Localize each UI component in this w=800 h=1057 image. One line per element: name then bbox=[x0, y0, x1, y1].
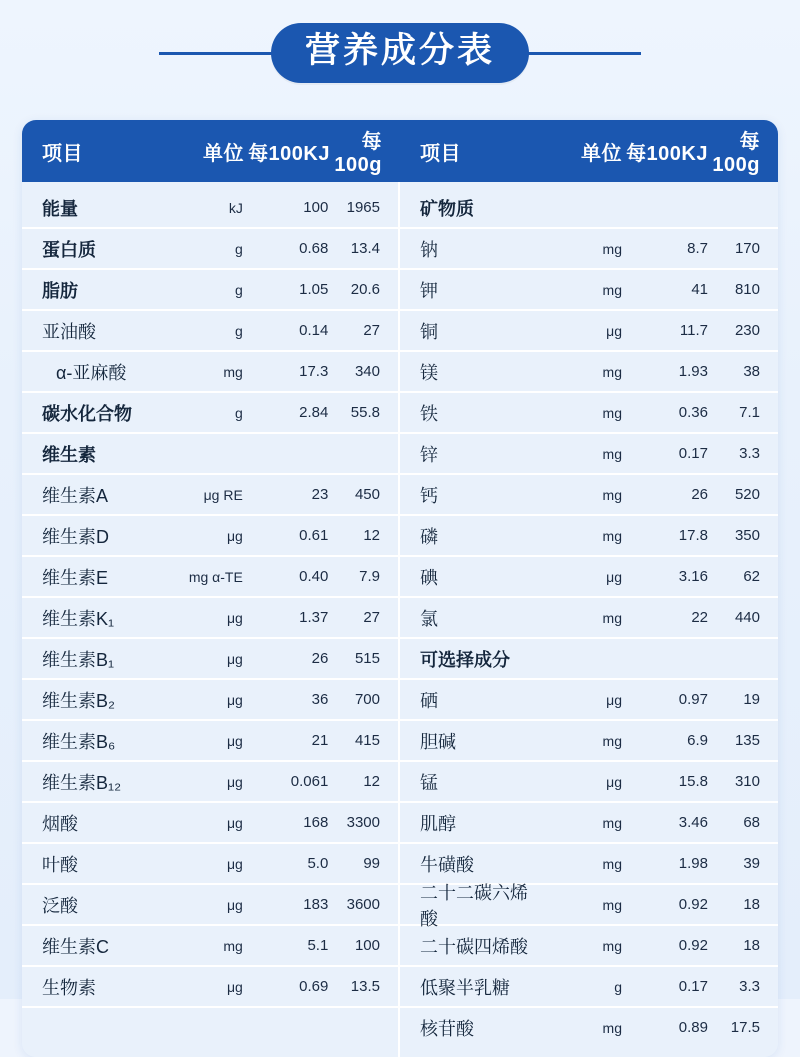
cell-g: 3600 bbox=[346, 896, 380, 913]
cell-unit: g bbox=[235, 404, 243, 421]
table-header-row bbox=[22, 120, 778, 182]
table-header-group-left bbox=[22, 120, 400, 182]
cell-unit: μg bbox=[226, 896, 243, 913]
cell-unit: μg bbox=[226, 732, 243, 749]
table-row bbox=[22, 311, 398, 352]
cell-item: 维生素K₁ bbox=[42, 608, 115, 629]
cell-g: 13.5 bbox=[350, 978, 380, 995]
header-per100g-left: 每100g bbox=[334, 131, 382, 176]
cell-g: 19 bbox=[743, 691, 760, 708]
table-row bbox=[400, 434, 778, 475]
cell-kj: 0.68 bbox=[299, 240, 329, 257]
cell-g: 38 bbox=[743, 363, 760, 380]
table-row bbox=[22, 516, 398, 557]
cell-item: 烟酸 bbox=[42, 813, 78, 834]
cell-item: 核苷酸 bbox=[420, 1018, 474, 1039]
table-row bbox=[400, 393, 778, 434]
cell-kj: 1.37 bbox=[299, 609, 329, 626]
table-row bbox=[22, 762, 398, 803]
table-row bbox=[22, 270, 398, 311]
cell-unit: mg bbox=[602, 814, 622, 831]
table-row bbox=[22, 803, 398, 844]
cell-unit: mg bbox=[602, 404, 622, 421]
cell-item: 泛酸 bbox=[42, 895, 78, 916]
table-row bbox=[400, 680, 778, 721]
cell-kj: 17.3 bbox=[299, 363, 329, 380]
cell-g: 450 bbox=[354, 486, 380, 503]
cell-kj: 0.97 bbox=[678, 691, 708, 708]
cell-g: 12 bbox=[363, 773, 380, 790]
cell-unit: μg bbox=[226, 773, 243, 790]
table-row bbox=[22, 721, 398, 762]
cell-kj: 15.8 bbox=[678, 773, 708, 790]
cell-g: 350 bbox=[734, 527, 760, 544]
cell-g: 520 bbox=[734, 486, 760, 503]
cell-item: 铁 bbox=[420, 403, 438, 424]
cell-unit: mg bbox=[602, 240, 622, 257]
cell-kj: 0.061 bbox=[290, 773, 329, 790]
cell-item: 肌醇 bbox=[420, 813, 456, 834]
cell-g: 7.9 bbox=[359, 568, 380, 585]
table-header-group-right bbox=[400, 120, 778, 182]
cell-g: 62 bbox=[743, 568, 760, 585]
header-item-right: 项目 bbox=[420, 142, 461, 165]
cell-kj: 0.69 bbox=[299, 978, 329, 995]
cell-g: 100 bbox=[354, 937, 380, 954]
table-row bbox=[400, 967, 778, 1008]
cell-item: 生物素 bbox=[42, 977, 96, 998]
cell-item: 维生素C bbox=[42, 936, 109, 957]
cell-g: 135 bbox=[734, 732, 760, 749]
table-column-right bbox=[400, 182, 778, 1057]
cell-item: 能量 bbox=[42, 198, 78, 219]
cell-unit: μg bbox=[226, 609, 243, 626]
cell-g: 13.4 bbox=[350, 240, 380, 257]
table-row bbox=[22, 639, 398, 680]
table-row bbox=[400, 639, 778, 680]
table-row bbox=[400, 229, 778, 270]
cell-g: 340 bbox=[354, 363, 380, 380]
table-row bbox=[22, 352, 398, 393]
table-row bbox=[22, 229, 398, 270]
cell-unit: μg RE bbox=[203, 486, 243, 503]
cell-kj: 22 bbox=[691, 609, 708, 626]
cell-unit: μg bbox=[606, 568, 622, 585]
cell-unit: mg bbox=[602, 609, 622, 626]
cell-unit: μg bbox=[226, 691, 243, 708]
header-per100kj-left: 每100KJ bbox=[248, 142, 330, 165]
header-per100kj-right: 每100KJ bbox=[626, 142, 708, 165]
table-row bbox=[22, 188, 398, 229]
title-rule-left bbox=[159, 52, 279, 55]
cell-unit: mg bbox=[602, 445, 622, 462]
cell-kj: 3.16 bbox=[678, 568, 708, 585]
table-row bbox=[22, 680, 398, 721]
table-row bbox=[22, 967, 398, 1008]
cell-unit: μg bbox=[226, 527, 243, 544]
cell-g: 515 bbox=[354, 650, 380, 667]
table-row bbox=[22, 926, 398, 967]
cell-g: 39 bbox=[743, 855, 760, 872]
table-row bbox=[400, 557, 778, 598]
cell-g: 3.3 bbox=[739, 445, 760, 462]
cell-kj: 100 bbox=[303, 199, 329, 216]
cell-g: 27 bbox=[363, 609, 380, 626]
cell-unit: μg bbox=[606, 322, 622, 339]
table-row bbox=[22, 557, 398, 598]
cell-kj: 0.17 bbox=[678, 978, 708, 995]
cell-item: 钾 bbox=[420, 280, 438, 301]
cell-item: 锌 bbox=[420, 444, 438, 465]
cell-item: 磷 bbox=[420, 526, 438, 547]
cell-g: 170 bbox=[734, 240, 760, 257]
cell-g: 18 bbox=[743, 937, 760, 954]
cell-kj: 41 bbox=[691, 281, 708, 298]
cell-kj: 1.05 bbox=[299, 281, 329, 298]
cell-kj: 0.40 bbox=[299, 568, 329, 585]
cell-item: 亚油酸 bbox=[42, 321, 96, 342]
cell-g: 18 bbox=[743, 896, 760, 913]
page-title: 营养成分表 bbox=[271, 23, 529, 83]
cell-unit: mg bbox=[602, 363, 622, 380]
cell-kj: 36 bbox=[311, 691, 329, 708]
cell-kj: 168 bbox=[303, 814, 329, 831]
cell-kj: 0.61 bbox=[299, 527, 329, 544]
cell-item: 牛磺酸 bbox=[420, 854, 474, 875]
cell-g: 440 bbox=[734, 609, 760, 626]
table-body bbox=[22, 182, 778, 1057]
cell-kj: 0.89 bbox=[678, 1019, 708, 1036]
cell-unit: g bbox=[235, 281, 243, 298]
cell-kj: 183 bbox=[303, 896, 329, 913]
cell-kj: 5.1 bbox=[307, 937, 329, 954]
cell-item: 脂肪 bbox=[42, 280, 78, 301]
cell-unit: mg bbox=[602, 527, 622, 544]
cell-g: 7.1 bbox=[739, 404, 760, 421]
cell-item: 矿物质 bbox=[420, 198, 474, 219]
cell-item: 二十二碳六烯酸 bbox=[420, 882, 528, 929]
cell-g: 17.5 bbox=[730, 1019, 760, 1036]
cell-kj: 0.92 bbox=[678, 937, 708, 954]
cell-kj: 6.9 bbox=[687, 732, 708, 749]
cell-g: 230 bbox=[734, 322, 760, 339]
cell-unit: mg bbox=[602, 732, 622, 749]
cell-item: 维生素B₁₂ bbox=[42, 772, 122, 793]
header-per100g-right: 每100g bbox=[712, 131, 760, 176]
cell-kj: 17.8 bbox=[678, 527, 708, 544]
cell-item: 维生素A bbox=[42, 485, 109, 506]
cell-item: 可选择成分 bbox=[420, 649, 510, 670]
cell-unit: mg bbox=[602, 855, 622, 872]
cell-kj: 0.14 bbox=[299, 322, 329, 339]
cell-g: 12 bbox=[363, 527, 380, 544]
cell-item: 硒 bbox=[420, 690, 438, 711]
table-row-filler bbox=[22, 1008, 398, 1047]
cell-kj: 3.46 bbox=[678, 814, 708, 831]
table-row bbox=[400, 516, 778, 557]
table-row bbox=[400, 721, 778, 762]
cell-item: 维生素 bbox=[42, 444, 96, 465]
cell-kj: 8.7 bbox=[687, 240, 708, 257]
table-row bbox=[400, 598, 778, 639]
cell-g: 68 bbox=[743, 814, 760, 831]
cell-kj: 5.0 bbox=[307, 855, 329, 872]
nutrition-table bbox=[22, 120, 778, 1057]
cell-item: 镁 bbox=[420, 362, 438, 383]
cell-item: 锰 bbox=[420, 772, 438, 793]
cell-item: 低聚半乳糖 bbox=[420, 977, 510, 998]
title-rule-right bbox=[521, 52, 641, 55]
table-row bbox=[400, 1008, 778, 1047]
cell-kj: 0.36 bbox=[678, 404, 708, 421]
table-row bbox=[400, 475, 778, 516]
cell-unit: mg bbox=[602, 281, 622, 298]
cell-g: 20.6 bbox=[350, 281, 380, 298]
cell-unit: μg bbox=[226, 650, 243, 667]
table-row bbox=[400, 352, 778, 393]
table-row bbox=[400, 311, 778, 352]
cell-g: 310 bbox=[734, 773, 760, 790]
cell-item: 氯 bbox=[420, 608, 438, 629]
table-row bbox=[22, 475, 398, 516]
page-title-banner bbox=[0, 18, 800, 88]
cell-unit: μg bbox=[226, 978, 243, 995]
cell-item: 蛋白质 bbox=[42, 239, 96, 260]
cell-g: 1965 bbox=[346, 199, 380, 216]
cell-item: 维生素D bbox=[42, 526, 109, 547]
cell-item: 胆碱 bbox=[420, 731, 456, 752]
cell-g: 415 bbox=[354, 732, 380, 749]
cell-g: 700 bbox=[354, 691, 380, 708]
cell-kj: 0.92 bbox=[678, 896, 708, 913]
cell-kj: 1.98 bbox=[678, 855, 708, 872]
cell-unit: mg bbox=[602, 486, 622, 503]
table-row bbox=[400, 762, 778, 803]
cell-kj: 0.17 bbox=[678, 445, 708, 462]
cell-kj: 11.7 bbox=[679, 322, 708, 339]
header-unit-right: 单位 bbox=[581, 142, 622, 165]
cell-item: 二十碳四烯酸 bbox=[420, 936, 528, 957]
cell-item: 碘 bbox=[420, 567, 438, 588]
cell-unit: mg α-TE bbox=[188, 568, 243, 585]
table-row bbox=[22, 885, 398, 926]
cell-unit: mg bbox=[602, 1019, 622, 1036]
cell-g: 55.8 bbox=[350, 404, 380, 421]
cell-unit: mg bbox=[223, 937, 243, 954]
cell-unit: mg bbox=[602, 896, 622, 913]
cell-g: 3.3 bbox=[739, 978, 760, 995]
cell-item: α-亚麻酸 bbox=[56, 362, 127, 383]
table-row bbox=[22, 598, 398, 639]
cell-g: 810 bbox=[734, 281, 760, 298]
table-row bbox=[400, 188, 778, 229]
cell-item: 维生素B₁ bbox=[42, 649, 115, 670]
cell-unit: g bbox=[235, 240, 243, 257]
cell-g: 27 bbox=[363, 322, 380, 339]
cell-kj: 26 bbox=[311, 650, 329, 667]
header-item-left: 项目 bbox=[42, 142, 83, 165]
cell-unit: μg bbox=[606, 691, 622, 708]
header-unit-left: 单位 bbox=[203, 142, 244, 165]
cell-kj: 26 bbox=[691, 486, 708, 503]
cell-unit: g bbox=[614, 978, 622, 995]
cell-item: 铜 bbox=[420, 321, 438, 342]
table-row bbox=[400, 270, 778, 311]
cell-item: 碳水化合物 bbox=[42, 403, 132, 424]
table-row bbox=[22, 434, 398, 475]
cell-kj: 1.93 bbox=[678, 363, 708, 380]
cell-item: 维生素B₆ bbox=[42, 731, 116, 752]
cell-g: 99 bbox=[363, 855, 380, 872]
cell-item: 叶酸 bbox=[42, 854, 78, 875]
cell-unit: μg bbox=[606, 773, 622, 790]
cell-unit: g bbox=[235, 322, 243, 339]
cell-item: 维生素B₂ bbox=[42, 690, 115, 711]
cell-g: 3300 bbox=[346, 814, 380, 831]
cell-unit: mg bbox=[602, 937, 622, 954]
table-row bbox=[22, 844, 398, 885]
cell-kj: 2.84 bbox=[299, 404, 329, 421]
cell-item: 维生素E bbox=[42, 567, 109, 588]
cell-unit: μg bbox=[226, 855, 243, 872]
table-row bbox=[22, 393, 398, 434]
cell-kj: 23 bbox=[311, 486, 329, 503]
cell-unit: kJ bbox=[228, 199, 243, 216]
cell-unit: mg bbox=[223, 363, 243, 380]
cell-unit: μg bbox=[226, 814, 243, 831]
table-column-left bbox=[22, 182, 400, 1057]
table-row bbox=[400, 882, 778, 929]
cell-item: 钠 bbox=[420, 239, 438, 260]
table-row bbox=[400, 926, 778, 967]
table-row bbox=[400, 803, 778, 844]
cell-item: 钙 bbox=[420, 485, 438, 506]
cell-kj: 21 bbox=[311, 732, 329, 749]
